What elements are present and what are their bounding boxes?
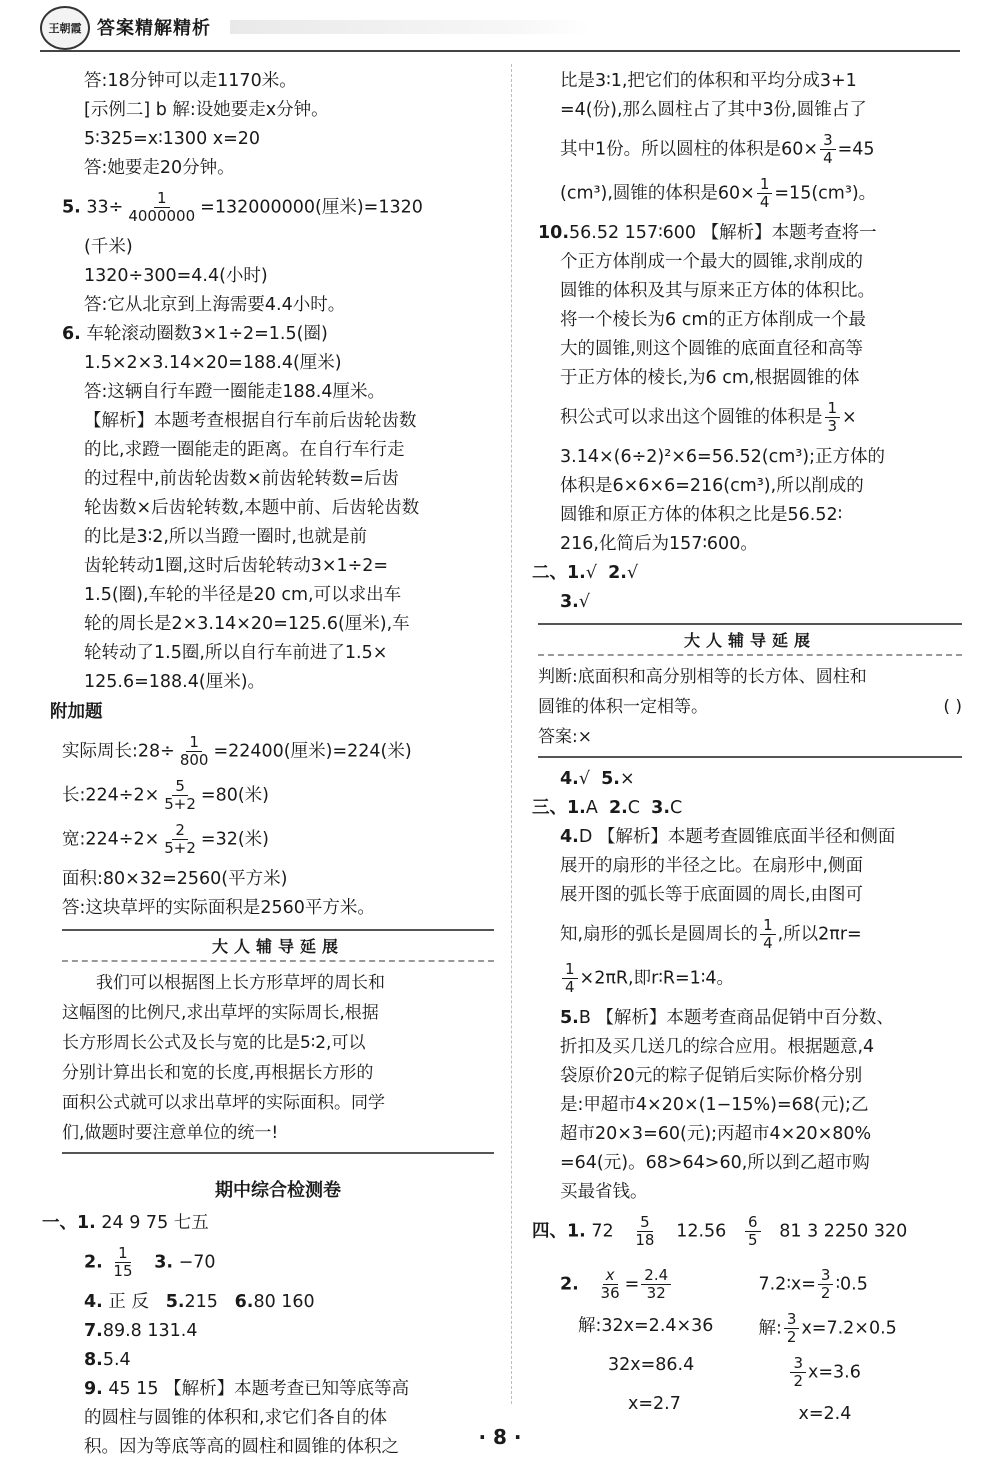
question-number: 3.: [560, 592, 579, 612]
text: 56.52 157∶600 【解析】本题考查将一: [569, 223, 877, 243]
text-line: 展开的扇形的半径之比。在扇形中,侧面: [560, 856, 864, 876]
text-line: 【解析】本题考查根据自行车前后齿轮齿数: [84, 411, 417, 431]
text: ×2πR,即r∶R=1∶4。: [579, 968, 734, 989]
fraction: [784, 1311, 800, 1346]
text-line: 面积公式就可以求出草坪的实际面积。同学: [62, 1093, 385, 1113]
text: B 【解析】本题考查商品促销中百分数、: [578, 1008, 894, 1028]
equation-line: [758, 1355, 962, 1390]
text-line: 展开图的弧长等于底面圆的周长,由图可: [560, 885, 864, 905]
fraction: [161, 822, 199, 857]
text-line: 答案:×: [538, 727, 592, 747]
text-line: =4(份),那么圆柱占了其中3份,圆锥占了: [560, 100, 867, 120]
answer-6: [62, 321, 494, 347]
fraction: [745, 1214, 761, 1249]
numerator: 1: [757, 176, 773, 194]
denominator: 15: [113, 1262, 133, 1280]
text-line: 是:甲超市4×20×(1−15%)=68(元);乙: [560, 1095, 869, 1115]
text-line: 216,化简后为157∶600。: [560, 534, 758, 554]
numerator: 5: [637, 1214, 653, 1232]
fraction: [632, 1214, 657, 1249]
question-number: 2.: [84, 1252, 103, 1273]
denominator: 18: [635, 1231, 655, 1249]
denominator: 4: [565, 978, 575, 996]
text: 积公式可以求出这个圆锥的体积是: [560, 407, 823, 428]
fraction: [110, 1245, 135, 1280]
text: =: [624, 1274, 640, 1295]
denominator: 4: [823, 149, 833, 167]
question-number: 5.: [62, 197, 81, 218]
fraction: [790, 1355, 806, 1390]
numerator: 3: [790, 1355, 806, 1373]
text-line: 将一个棱长为6 cm的正方体削成一个最: [560, 310, 866, 330]
text-line: 轮的周长是2×3.14×20=125.6(厘米),车: [84, 614, 410, 634]
text-line: 买最省钱。: [560, 1182, 648, 1202]
left-column: [42, 68, 494, 1463]
text: =80(米): [200, 785, 270, 806]
denominator: 5+2: [164, 795, 196, 813]
text-line: [62, 778, 494, 813]
denominator: 32: [646, 1284, 666, 1302]
text-line: 1.5(圈),车轮的半径是20 cm,可以求出车: [84, 585, 402, 605]
answer-10: [538, 220, 962, 246]
answer-row: [538, 589, 962, 615]
column-divider: [511, 64, 512, 1404]
header-band: [230, 20, 590, 34]
text: 80 160: [253, 1292, 315, 1312]
text: 解:: [758, 1318, 782, 1339]
text: 实际周长:28÷: [62, 741, 175, 762]
text-line: 5∶325=x∶1300 x=20: [84, 129, 261, 149]
midterm-title: 期中综合检测卷: [215, 1180, 341, 1201]
text-line: [538, 917, 962, 952]
text: 7.2∶x=: [758, 1274, 816, 1295]
text: 长:224÷2×: [62, 785, 160, 806]
text: =22400(厘米)=224(米): [213, 741, 412, 762]
equation-left: [538, 1258, 742, 1438]
text: C: [669, 798, 683, 818]
text: =132000000(厘米)=1320: [200, 197, 423, 218]
fraction: [161, 778, 199, 813]
text: 车轮滚动圈数3×1÷2=1.5(圈): [86, 324, 328, 344]
text-line: 超市20×3=60(元);丙超市4×20×80%: [560, 1124, 872, 1144]
answer-row: [532, 560, 962, 586]
equation-line: [758, 1267, 962, 1302]
text-line: 袋原价20元的粽子促销后实际价格分别: [560, 1066, 863, 1086]
text: ,所以2πr=: [777, 924, 862, 945]
text-line: 这幅图的比例尺,求出草坪的实际周长,根据: [62, 1003, 379, 1023]
question-number: 5.: [560, 1008, 579, 1028]
text: 24 9 75 七五: [101, 1213, 209, 1233]
text-line: 的比是3∶2,所以当蹬一圈时,也就是前: [84, 527, 367, 547]
text-line: [538, 961, 962, 996]
text: C: [627, 798, 641, 818]
answer-row: [532, 795, 962, 821]
text: ×: [842, 407, 857, 428]
fraction: [820, 132, 836, 167]
text: 33÷: [86, 197, 124, 218]
answer-row: [538, 766, 962, 792]
text: 215: [184, 1292, 218, 1312]
answer-row: [62, 1376, 494, 1402]
numerator: 1: [760, 917, 776, 935]
denominator: 4000000: [128, 207, 196, 225]
text: √: [578, 769, 590, 789]
text: =15(cm³)。: [774, 183, 877, 204]
text: 81 3 2250 320: [779, 1221, 908, 1242]
equation-line: x=2.7: [628, 1394, 681, 1414]
numerator: 1: [115, 1245, 131, 1263]
text-line: 125.6=188.4(厘米)。: [84, 672, 266, 692]
answer-row: [62, 1347, 494, 1373]
question-number: 6.: [62, 324, 81, 344]
text: 72: [591, 1221, 614, 1242]
tutoring-box-title: 大人辅导延展: [62, 929, 494, 962]
answer-row: [62, 1289, 494, 1315]
question-number: 2.: [560, 1274, 579, 1295]
text-line: 轮齿数×后齿轮转数,本题中前、后齿轮齿数: [84, 498, 420, 518]
text-line: 的过程中,前齿轮齿数×前齿轮转数=后齿: [84, 469, 399, 489]
equation-grid: [538, 1258, 962, 1438]
text: 知,扇形的弧长是圆周长的: [560, 924, 759, 945]
denominator: 2: [793, 1372, 804, 1390]
text: 宽:224÷2×: [62, 829, 160, 850]
denominator: 2: [786, 1328, 797, 1346]
tutoring-box-title: 大人辅导延展: [538, 623, 962, 656]
denominator: 36: [600, 1284, 620, 1302]
tutoring-box-text: [538, 662, 962, 752]
text-line: =64(元)。68>64>60,所以到乙超市购: [560, 1153, 870, 1173]
question-number: 5.: [601, 769, 620, 789]
text: 正 反: [108, 1292, 149, 1312]
text-line: [62, 734, 494, 769]
question-number: 5.: [165, 1292, 185, 1312]
denominator: 5+2: [164, 839, 196, 857]
text-line: 答:18分钟可以走1170米。: [84, 71, 297, 91]
page-header: [0, 0, 1000, 52]
logo-text: 王朝霞: [48, 22, 82, 35]
text-line: 分别计算出长和宽的长度,再根据长方形的: [62, 1063, 374, 1083]
answer-5: [62, 190, 494, 225]
question-number: 2.: [608, 563, 627, 583]
equation-line: [538, 1267, 742, 1302]
text-line: [538, 176, 962, 211]
text: 45 15 【解析】本题考查已知等底等高: [108, 1379, 410, 1399]
text-line: [538, 400, 962, 435]
denominator: 4: [759, 193, 770, 211]
tutoring-box-end: [62, 1148, 494, 1154]
text: (cm³),圆锥的体积是60×: [560, 183, 755, 204]
page-number: · 8 ·: [478, 1425, 522, 1449]
text: 12.56: [676, 1221, 727, 1242]
extra-section-title: 附加题: [50, 702, 103, 722]
fraction: [562, 961, 578, 996]
text-line: 于正方体的棱长,为6 cm,根据圆锥的体: [560, 368, 860, 388]
text-line: 面积:80×32=2560(平方米): [62, 869, 288, 889]
text-line: 的圆柱与圆锥的体积和,求它们各自的体: [84, 1408, 388, 1428]
answer-row: [538, 1005, 962, 1031]
question-number: 4.: [84, 1292, 103, 1312]
text-line: 3.14×(6÷2)²×6=56.52(cm³);正方体的: [560, 447, 886, 467]
text: 圆锥的体积一定相等。: [538, 697, 708, 717]
text-line: 1.5×2×3.14×20=188.4(厘米): [84, 353, 342, 373]
text: =45: [837, 139, 875, 160]
text: −70: [178, 1252, 216, 1273]
denominator: 2: [820, 1284, 831, 1302]
text-line: 我们可以根据图上长方形草坪的周长和: [96, 973, 385, 993]
text-line: 们,做题时要注意单位的统一!: [62, 1123, 279, 1143]
fraction: [818, 1267, 834, 1302]
text-line: 齿轮转动1圈,这时后齿轮转动3×1÷2=: [84, 556, 389, 576]
numerator: x: [603, 1267, 618, 1285]
question-number: 2.: [608, 798, 628, 818]
equation-line: [758, 1311, 962, 1346]
text-line: 的比,求蹬一圈能走的距离。在自行车行走: [84, 440, 405, 460]
text-line: [示例二] b 解:设她要走x分钟。: [84, 100, 329, 120]
answer-row: [62, 1318, 494, 1344]
text: √: [626, 563, 639, 583]
numerator: 1: [825, 400, 841, 418]
text: √: [578, 592, 590, 612]
denominator: 3: [827, 417, 838, 435]
numerator: 1: [154, 190, 170, 208]
numerator: 6: [745, 1214, 761, 1232]
text-line: 体积是6×6×6=216(cm³),所以削成的: [560, 476, 864, 496]
text-line: 答:这块草坪的实际面积是2560平方米。: [62, 898, 375, 918]
denominator: 5: [748, 1231, 758, 1249]
equation-line: 32x=86.4: [608, 1355, 695, 1375]
text-line: 个正方体削成一个最大的圆锥,求削成的: [560, 252, 864, 272]
text: D 【解析】本题考查圆锥底面半径和侧面: [578, 827, 896, 847]
text: x=3.6: [808, 1362, 861, 1383]
fraction: [125, 190, 198, 225]
text-line: [538, 132, 962, 167]
question-number: 四、1.: [532, 1221, 586, 1242]
text-line: 答:她要走20分钟。: [84, 158, 235, 178]
text: 89.8 131.4: [102, 1321, 198, 1341]
right-column: [532, 68, 962, 1438]
text-line: 比是3∶1,把它们的体积和平均分成3+1: [560, 71, 857, 91]
header-rule: [40, 50, 960, 52]
fraction: [641, 1267, 671, 1302]
question-number: 三、1.: [532, 798, 586, 818]
text: x=7.2×0.5: [801, 1318, 897, 1339]
text-line: 折扣及买几送几的综合应用。根据题意,4: [560, 1037, 875, 1057]
text: A: [585, 798, 598, 818]
text-line: 轮转动了1.5圈,所以自行车前进了1.5×: [84, 643, 388, 663]
question-number: 9.: [84, 1379, 103, 1399]
logo-icon: [40, 6, 90, 50]
numerator: 1: [562, 961, 578, 979]
numerator: 3: [784, 1311, 800, 1329]
fraction: [760, 917, 776, 952]
numerator: 2: [172, 822, 188, 840]
question-number: 10.: [538, 223, 570, 243]
question-number: 4.: [560, 769, 579, 789]
question-number: 4.: [560, 827, 579, 847]
text-line: [538, 692, 962, 722]
text: ×: [619, 769, 635, 789]
text-line: 判断:底面积和高分别相等的长方体、圆柱和: [538, 667, 867, 687]
question-number: 6.: [234, 1292, 254, 1312]
text: 5.4: [102, 1350, 131, 1370]
question-number: 8.: [84, 1350, 103, 1370]
question-number: 7.: [84, 1321, 103, 1341]
text-line: [62, 822, 494, 857]
equation-line: x=2.4: [798, 1404, 852, 1424]
fraction: [598, 1267, 623, 1302]
tutoring-box-text: [62, 968, 494, 1148]
equation-right: [758, 1258, 962, 1438]
question-number: 3.: [154, 1252, 174, 1273]
fraction: [757, 176, 773, 211]
text-line: 圆锥和原正方体的体积之比是56.52∶: [560, 505, 843, 525]
tutoring-box-end: [538, 752, 962, 758]
answer-row: [538, 824, 962, 850]
numerator: 3: [820, 132, 836, 150]
text: √: [585, 563, 597, 583]
question-number: 二、1.: [532, 563, 586, 583]
text: 其中1份。所以圆柱的体积是60×: [560, 139, 819, 160]
denominator: 800: [179, 751, 209, 769]
text-line: (千米): [84, 237, 133, 257]
header-title: 答案精解精析: [97, 18, 211, 39]
numerator: 3: [818, 1267, 834, 1285]
question-number: 3.: [651, 798, 670, 818]
numerator: 5: [172, 778, 188, 796]
numerator: 2.4: [641, 1267, 671, 1285]
text-line: 长方形周长公式及长与宽的比是5∶2,可以: [62, 1033, 366, 1053]
fraction: [177, 734, 212, 769]
fraction: [825, 400, 841, 435]
answer-row: [42, 1210, 494, 1236]
text-line: 圆锥的体积及其与原来正方体的体积比。: [560, 281, 875, 301]
text-line: 大的圆锥,则这个圆锥的底面直径和高等: [560, 339, 864, 359]
numerator: 1: [186, 734, 202, 752]
text-line: 答:它从北京到上海需要4.4小时。: [84, 295, 346, 315]
text: =32(米): [200, 829, 270, 850]
text-line: 积。因为等底等高的圆柱和圆锥的体积之: [84, 1437, 399, 1457]
text: ∶0.5: [835, 1274, 868, 1295]
text-line: 1320÷300=4.4(小时): [84, 266, 268, 286]
equation-line: 解:32x=2.4×36: [578, 1316, 714, 1336]
answer-blank: ( ): [943, 697, 962, 717]
answer-row: [62, 1245, 494, 1280]
text-line: 答:这辆自行车蹬一圈能走188.4厘米。: [84, 382, 385, 402]
denominator: 4: [763, 934, 773, 952]
question-number: 一、1.: [42, 1213, 96, 1233]
answer-row: [532, 1214, 962, 1249]
